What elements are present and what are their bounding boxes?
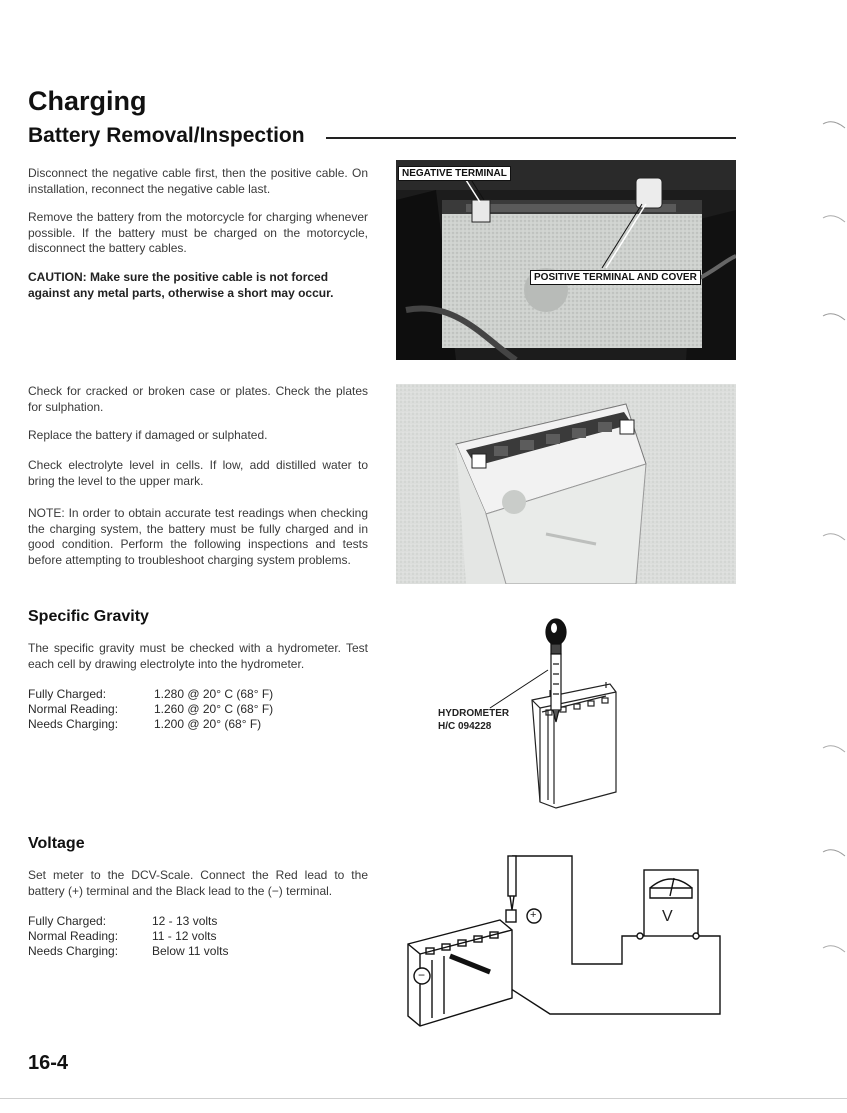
scan-edge-mark bbox=[821, 942, 847, 954]
scan-edge-mark bbox=[821, 846, 847, 858]
table-row bbox=[28, 717, 273, 732]
table-row bbox=[28, 944, 228, 959]
spec-label: Fully Charged: bbox=[28, 914, 107, 928]
removal-paragraph-1: Disconnect the negative cable first, then the positive cable. On installation, reconnect the negative cable last. bbox=[28, 166, 368, 196]
spec-value: 1.260 @ 20° C (68° F) bbox=[154, 702, 274, 716]
caution-text: CAUTION: Make sure the positive cable is not forced against any metal parts, otherwise a short may occur. bbox=[28, 270, 334, 300]
battery-terminals-photo bbox=[396, 160, 736, 360]
scan-edge-mark bbox=[821, 530, 847, 542]
bottom-rule bbox=[0, 1098, 847, 1099]
inspection-paragraph-1: Check for cracked or broken case or plates. Check the plates for sulphation. bbox=[28, 384, 368, 414]
spec-label: Needs Charging: bbox=[28, 944, 119, 958]
spec-value: 1.280 @ 20° C (68° F) bbox=[154, 687, 274, 701]
spec-value: 12 - 13 volts bbox=[152, 914, 218, 928]
spec-label: Normal Reading: bbox=[28, 929, 119, 943]
hydrometer-illustration bbox=[420, 612, 660, 812]
battery-case-photo bbox=[396, 384, 736, 584]
table-row bbox=[28, 687, 273, 702]
specific-gravity-table bbox=[28, 687, 273, 732]
inspection-note: NOTE: In order to obtain accurate test readings when checking the charging system, the battery must be fully charged and in good condition. Perform the following inspections and tests before attempting to troubleshoot charging system problems. bbox=[28, 506, 368, 567]
table-row bbox=[28, 929, 228, 944]
section-title: Battery Removal/Inspection bbox=[28, 124, 305, 147]
table-row bbox=[28, 702, 273, 717]
negative-symbol: − bbox=[418, 968, 426, 982]
specific-gravity-title: Specific Gravity bbox=[28, 608, 149, 625]
spec-label: Fully Charged: bbox=[28, 687, 107, 701]
voltage-table bbox=[28, 914, 228, 959]
voltmeter-symbol: V bbox=[662, 908, 673, 925]
negative-terminal-callout: NEGATIVE TERMINAL bbox=[398, 166, 511, 181]
spec-label: Needs Charging: bbox=[28, 717, 119, 731]
specific-gravity-text: The specific gravity must be checked with a hydrometer. Test each cell by drawing electrolyte into the hydrometer. bbox=[28, 641, 368, 671]
positive-symbol: + bbox=[530, 909, 537, 921]
positive-terminal-callout: POSITIVE TERMINAL AND COVER bbox=[530, 270, 701, 285]
scan-edge-mark bbox=[821, 118, 847, 130]
inspection-paragraph-3: Check electrolyte level in cells. If low, add distilled water to bring the level to the upper mark. bbox=[28, 458, 368, 488]
scan-edge-mark bbox=[821, 310, 847, 322]
scan-edge-mark bbox=[821, 212, 847, 224]
spec-value: Below 11 volts bbox=[152, 944, 229, 958]
spec-value: 1.200 @ 20° (68° F) bbox=[154, 717, 262, 731]
scan-edge-mark bbox=[821, 742, 847, 754]
table-row bbox=[28, 914, 228, 929]
chapter-title: Charging bbox=[28, 86, 147, 116]
section-rule bbox=[326, 137, 736, 139]
inspection-paragraph-2: Replace the battery if damaged or sulphated. bbox=[28, 428, 268, 442]
page-number: 16-4 bbox=[28, 1052, 69, 1074]
voltage-title: Voltage bbox=[28, 835, 85, 852]
hydrometer-label: HYDROMETER bbox=[438, 708, 510, 719]
voltage-text: Set meter to the DCV-Scale. Connect the Red lead to the battery (+) terminal and the Black lead to the (−) terminal. bbox=[28, 868, 368, 898]
hydrometer-part-number: H/C 094228 bbox=[438, 721, 492, 732]
removal-paragraph-2: Remove the battery from the motorcycle for charging whenever possible. If the battery must be charged on the motorcycle, disconnect the battery cables. bbox=[28, 210, 368, 255]
voltmeter-circuit-illustration bbox=[400, 848, 740, 1038]
spec-value: 11 - 12 volts bbox=[152, 929, 217, 943]
spec-label: Normal Reading: bbox=[28, 702, 119, 716]
